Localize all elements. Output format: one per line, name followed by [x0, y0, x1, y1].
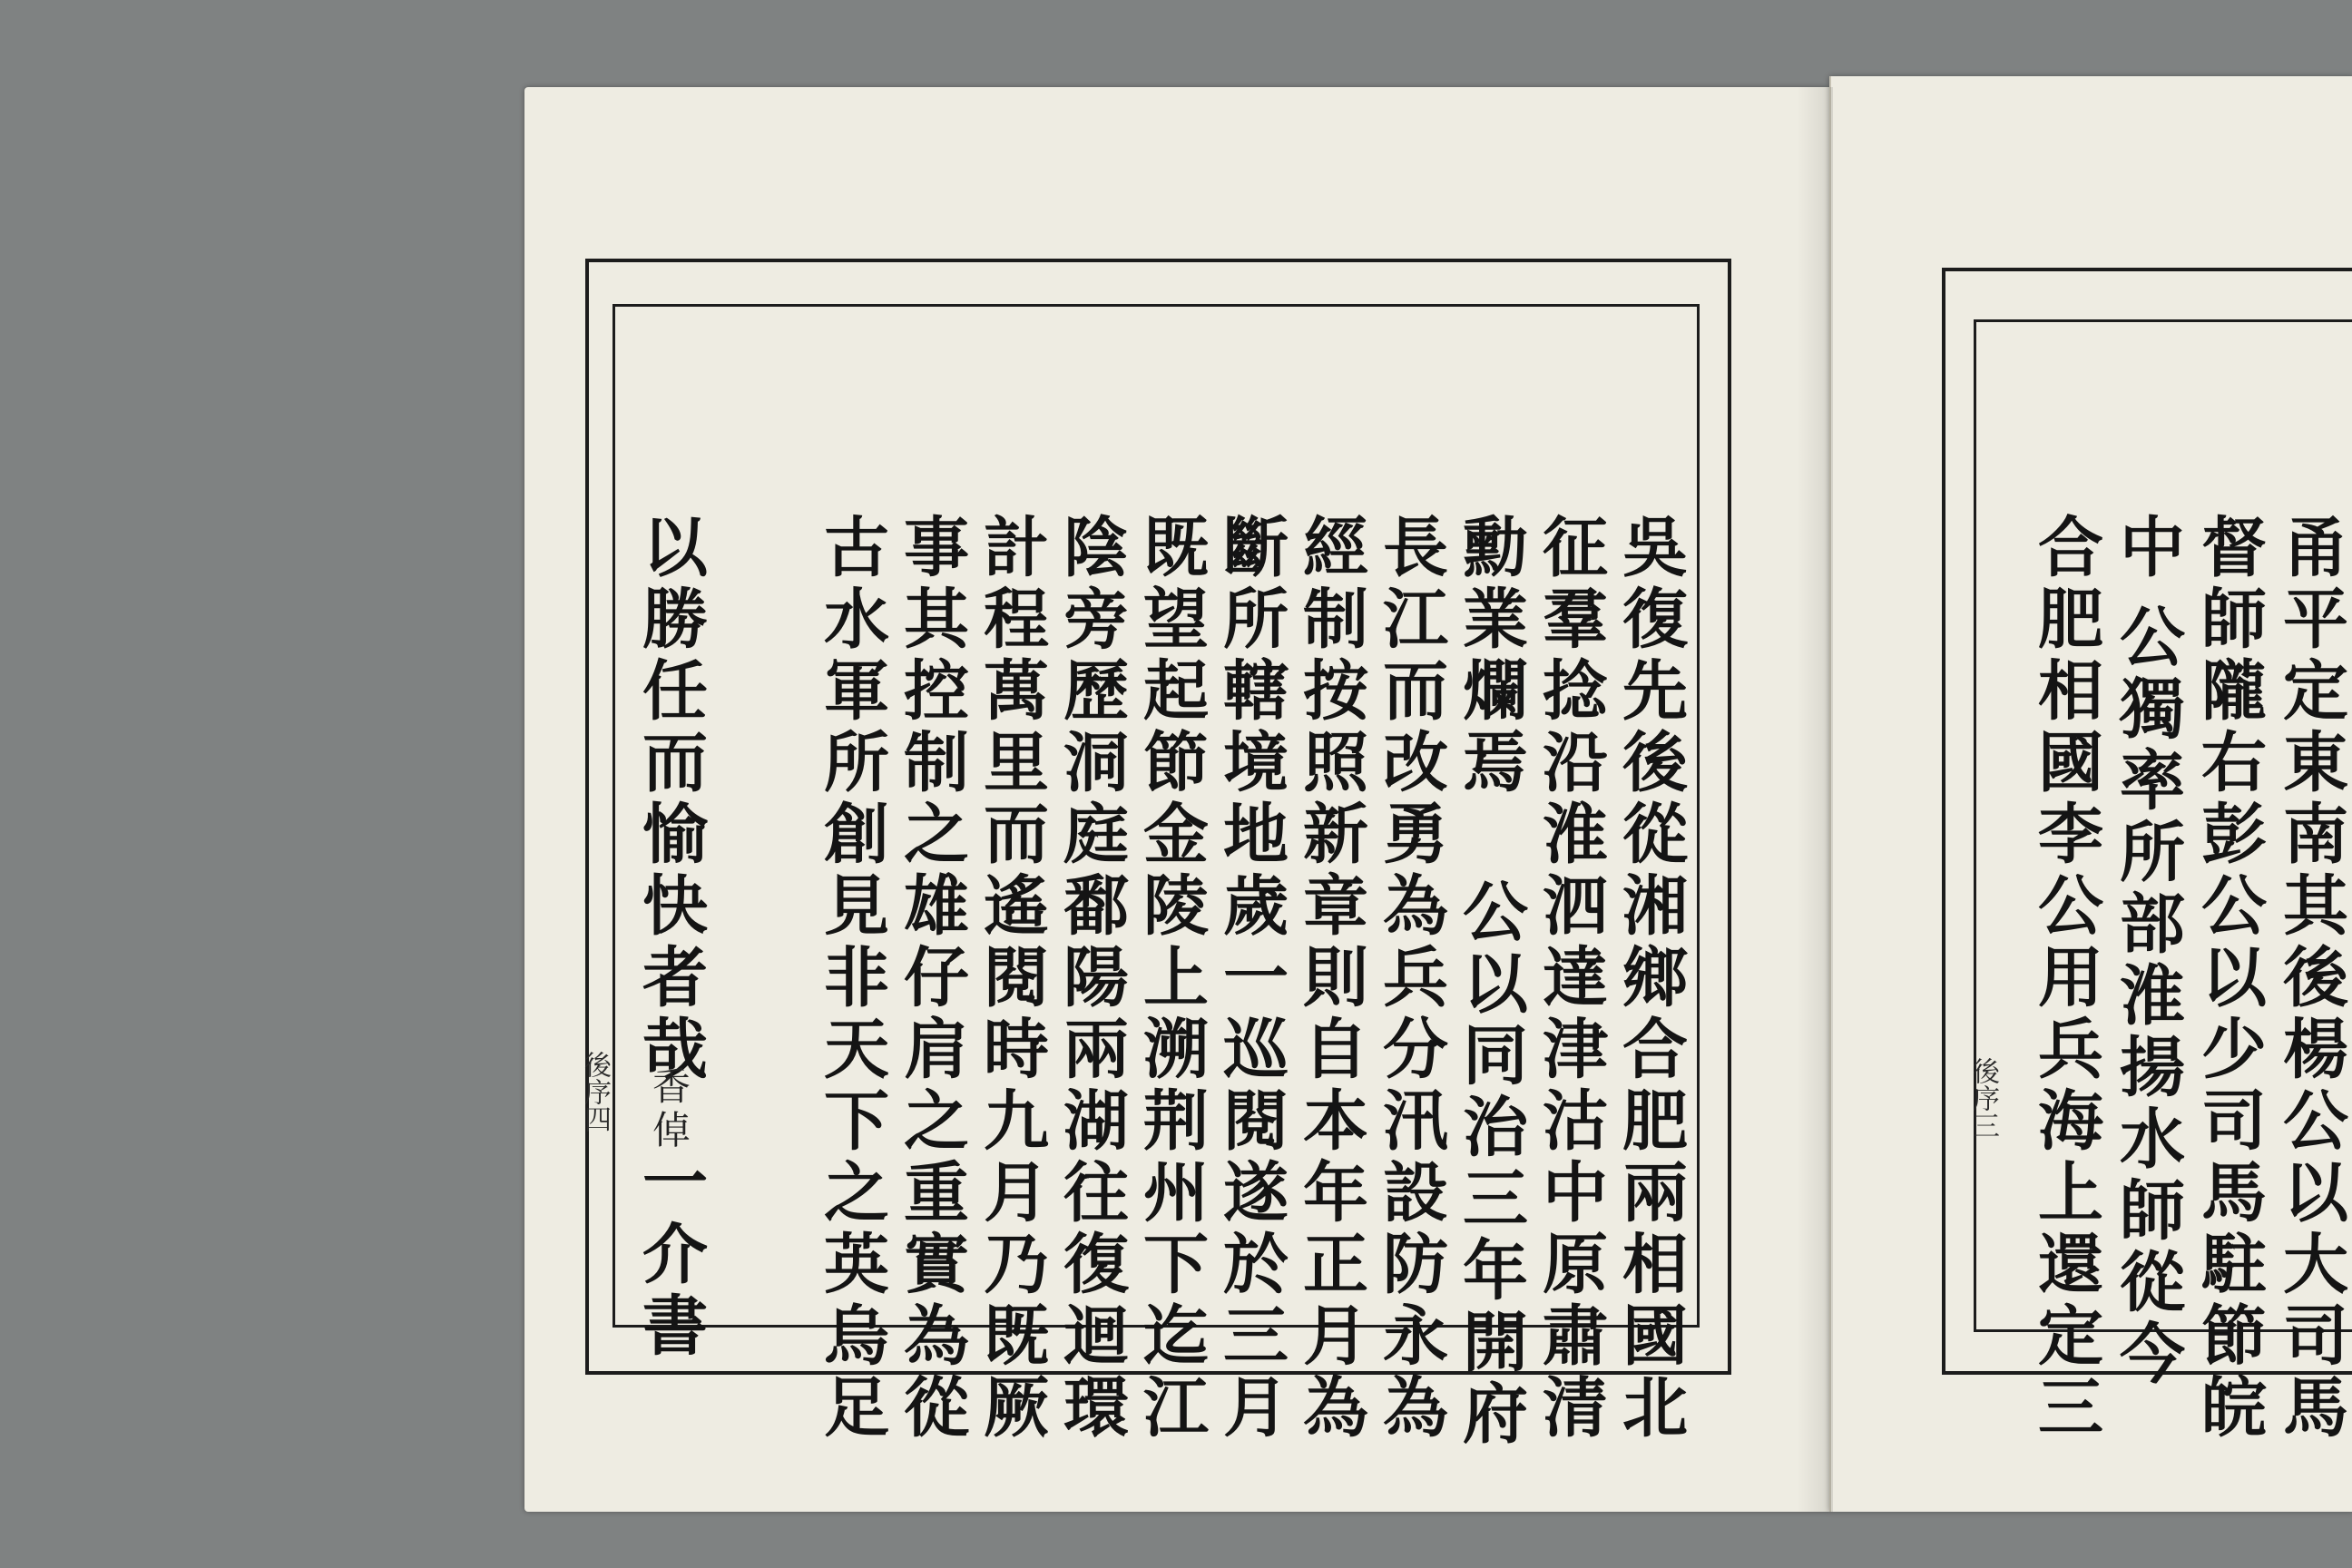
text-column: 計程萬里而遙閱時九月乃既厥: [973, 513, 1050, 1445]
text-column: 陰旁歷洞庭鄱陽兩湖往復迴環: [1053, 513, 1130, 1445]
text-column: 長江而改勇為兵分汛設防永為: [1372, 513, 1449, 1445]
text-column: 督師隴右彭公以少司馬駐節皖: [2190, 513, 2268, 1445]
signature-large: 一介書: [632, 1148, 709, 1363]
text-column-inline: 公獨率所部淮揚水師從今: [2109, 603, 2186, 1391]
text-column: 事其控制之雄仔肩之重實為從: [893, 513, 970, 1445]
left-folio: 後序四: [579, 1051, 611, 1132]
text-column: 經制按照新章則自本年正月為: [1292, 513, 1369, 1445]
text-column: 征羣捻沿淮泗達津沽中原肅清: [1532, 513, 1609, 1445]
text-column: 吳復先後從湘鄉合肥兩相國北: [1612, 513, 1689, 1445]
text-column: 合肥相國李公用兵海上還定三: [2027, 513, 2104, 1445]
text-column-inline: 公以同治三年開府: [1452, 877, 1529, 1451]
text-column: 甬平定東南其後楊公以大司馬: [2272, 513, 2349, 1445]
text-column: [1452, 513, 1529, 1451]
text-column: 斷所轄境地歲一巡閱遂於三月: [1212, 513, 1289, 1445]
text-column: 以勝任而愉快者哉: [632, 513, 709, 1086]
text-column: 古水軍所創見非天下之英烏足: [813, 513, 890, 1445]
text-column-head: 中: [2109, 513, 2186, 584]
signature-small: 香倬: [647, 1066, 691, 1153]
text-column-head: 勳業爛焉: [1452, 513, 1529, 799]
text-column: [2109, 513, 2186, 1391]
text-column: 既望起節金陵上溯荆州下迄江: [1132, 513, 1210, 1445]
right-folio: 後序三: [1967, 1057, 1999, 1139]
gutter-shadow: [1797, 87, 1833, 1512]
